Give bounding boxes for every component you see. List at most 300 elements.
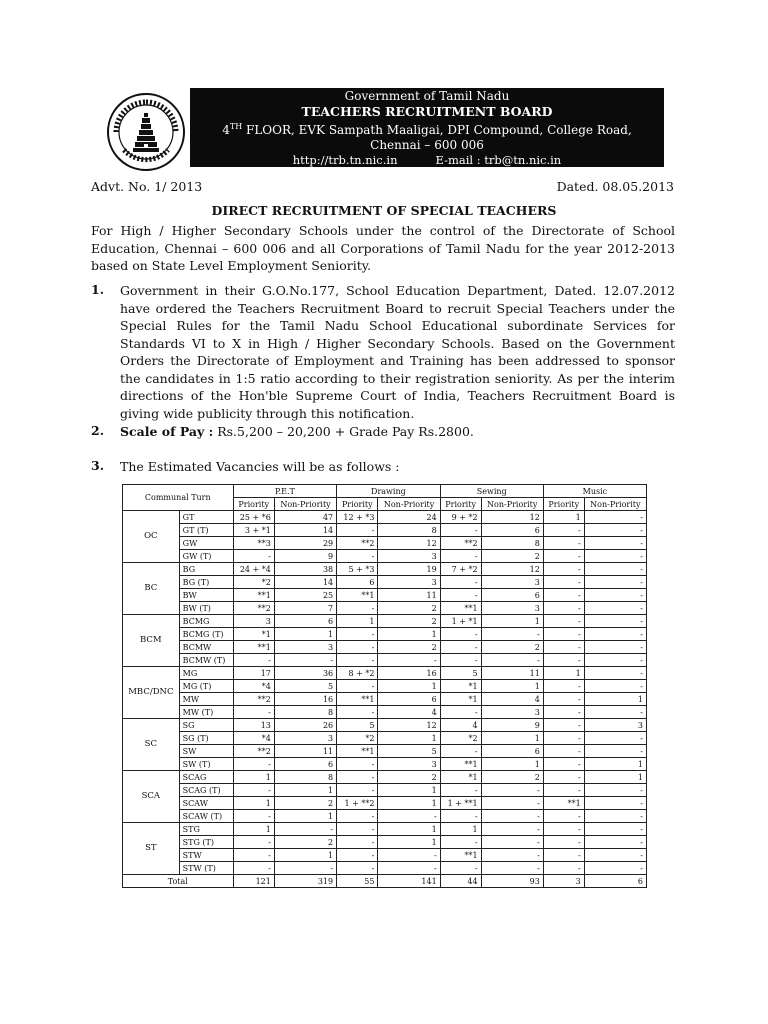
category-cell: GT (179, 511, 233, 524)
point-2-number: 2. (91, 423, 105, 438)
vacancy-cell: 36 (274, 667, 336, 680)
vacancy-cell: - (440, 576, 481, 589)
header-address: 4TH FLOOR, EVK Sampath Maaligai, DPI Compound, College Road, (222, 122, 632, 137)
vacancy-cell: 9 (481, 719, 543, 732)
vacancy-cell: 5 (378, 745, 440, 758)
table-row (123, 628, 647, 641)
category-cell: SCAW (179, 797, 233, 810)
vacancy-cell: 4 (440, 719, 481, 732)
vacancy-cell: - (440, 862, 481, 875)
vacancy-cell: - (584, 563, 646, 576)
vacancy-cell: - (584, 849, 646, 862)
vacancy-cell: 1 (481, 732, 543, 745)
vacancy-cell: 1 (274, 810, 336, 823)
table-row (123, 537, 647, 550)
table-row (123, 654, 647, 667)
vacancy-cell: **2 (440, 537, 481, 550)
subject-header-music: Music (543, 485, 646, 498)
vacancy-cell: 9 + *2 (440, 511, 481, 524)
vacancy-cell: - (378, 862, 440, 875)
vacancy-cell: - (584, 680, 646, 693)
vacancy-cell: 1 (481, 758, 543, 771)
vacancy-cell: 2 (274, 797, 336, 810)
vacancy-cell: - (440, 589, 481, 602)
category-cell: STW (T) (179, 862, 233, 875)
priority-header: Priority (440, 498, 481, 511)
email-link[interactable]: E-mail : trb@tn.nic.in (435, 153, 562, 167)
vacancy-cell: - (337, 784, 378, 797)
header-banner (190, 88, 664, 167)
vacancy-cell: - (337, 628, 378, 641)
category-cell: MW (179, 693, 233, 706)
vacancy-cell: 3 + *1 (233, 524, 274, 537)
vacancy-cell: - (481, 836, 543, 849)
table-row (123, 797, 647, 810)
table-row (123, 849, 647, 862)
vacancy-cell: 1 + **1 (440, 797, 481, 810)
vacancy-cell: - (584, 524, 646, 537)
vacancy-cell: *2 (337, 732, 378, 745)
vacancy-cell: 6 (378, 693, 440, 706)
vacancy-cell: - (543, 732, 584, 745)
vacancy-cell: - (543, 563, 584, 576)
notice-title: DIRECT RECRUITMENT OF SPECIAL TEACHERS (211, 203, 557, 218)
vacancy-cell: *4 (233, 680, 274, 693)
vacancy-cell: - (584, 732, 646, 745)
vacancy-cell: 11 (481, 667, 543, 680)
vacancy-cell: - (481, 823, 543, 836)
vacancy-cell: 24 (378, 511, 440, 524)
header-contact (190, 153, 664, 168)
vacancy-cell: *1 (440, 693, 481, 706)
vacancy-cell: **1 (233, 589, 274, 602)
vacancy-cell: - (584, 654, 646, 667)
vacancy-cell: 1 (274, 784, 336, 797)
vacancy-cell: 2 (274, 836, 336, 849)
vacancy-cell: 1 (543, 667, 584, 680)
priority-header: Priority (543, 498, 584, 511)
vacancy-cell: - (337, 771, 378, 784)
vacancy-cell: 25 (274, 589, 336, 602)
vacancy-cell: **1 (440, 758, 481, 771)
vacancy-cell: 6 (481, 745, 543, 758)
vacancy-cell: - (337, 823, 378, 836)
vacancy-cell: - (543, 641, 584, 654)
vacancy-cell: 16 (274, 693, 336, 706)
priority-header: Priority (233, 498, 274, 511)
vacancy-cell: - (481, 654, 543, 667)
table-row (123, 693, 647, 706)
vacancy-cell: 12 (378, 537, 440, 550)
vacancy-cell: - (584, 628, 646, 641)
vacancy-cell: 2 (481, 550, 543, 563)
vacancy-cell: 11 (274, 745, 336, 758)
vacancy-cell: - (274, 862, 336, 875)
vacancy-cell: 8 (481, 537, 543, 550)
vacancy-cell: - (440, 550, 481, 563)
category-cell: SG (179, 719, 233, 732)
communal-group: SCA (123, 771, 180, 823)
vacancy-cell: 2 (378, 771, 440, 784)
scale-of-pay-value: Rs.5,200 – 20,200 + Grade Pay Rs.2800. (213, 424, 474, 439)
non-priority-header: Non-Priority (378, 498, 440, 511)
vacancy-cell: - (584, 641, 646, 654)
vacancy-cell: 1 (378, 628, 440, 641)
vacancy-cell: 26 (274, 719, 336, 732)
vacancy-cell: 1 (337, 615, 378, 628)
vacancy-cell: 1 + **2 (337, 797, 378, 810)
vacancy-cell: **1 (337, 693, 378, 706)
vacancy-cell: 1 (543, 511, 584, 524)
vacancy-cell: - (543, 576, 584, 589)
vacancy-cell: 2 (481, 641, 543, 654)
vacancy-cell: - (337, 810, 378, 823)
table-row (123, 524, 647, 537)
vacancy-cell: - (481, 784, 543, 797)
vacancy-cell: 25 + *6 (233, 511, 274, 524)
vacancy-cell: 1 (274, 628, 336, 641)
vacancy-cell: 38 (274, 563, 336, 576)
vacancy-cell: 8 (274, 771, 336, 784)
table-row (123, 680, 647, 693)
vacancy-cell: - (233, 550, 274, 563)
vacancy-cell: **1 (543, 797, 584, 810)
vacancy-cell: 1 (481, 615, 543, 628)
vacancy-cell: - (440, 706, 481, 719)
vacancy-cell: 3 (274, 641, 336, 654)
total-row (123, 875, 647, 888)
total-cell: 121 (233, 875, 274, 888)
vacancy-cell: - (337, 706, 378, 719)
vacancy-cell: - (543, 680, 584, 693)
vacancy-cell: 3 (481, 706, 543, 719)
vacancy-cell: 8 (274, 706, 336, 719)
vacancy-cell: 2 (378, 615, 440, 628)
category-cell: BCMG (T) (179, 628, 233, 641)
vacancy-cell: **3 (233, 537, 274, 550)
communal-group: MBC/DNC (123, 667, 180, 719)
vacancy-cell: 3 (233, 615, 274, 628)
vacancy-cell: - (543, 693, 584, 706)
header-city: Chennai – 600 006 (370, 138, 484, 152)
non-priority-header: Non-Priority (481, 498, 543, 511)
vacancy-cell: 1 (233, 823, 274, 836)
vacancy-cell: 13 (233, 719, 274, 732)
vacancy-cell: 1 (440, 823, 481, 836)
vacancy-cell: - (440, 524, 481, 537)
total-label: Total (123, 875, 234, 888)
category-cell: SCAG (179, 771, 233, 784)
vacancy-cell: - (584, 602, 646, 615)
vacancy-cell: *1 (440, 771, 481, 784)
vacancy-cell: **2 (337, 537, 378, 550)
point-3-number: 3. (91, 458, 105, 473)
government-emblem-logo (106, 92, 186, 172)
communal-turn-header: Communal Turn (123, 485, 234, 511)
vacancy-cell: - (337, 862, 378, 875)
vacancy-cell: - (584, 797, 646, 810)
communal-group: BCM (123, 615, 180, 667)
vacancy-cell: - (481, 628, 543, 641)
vacancy-cell: - (274, 823, 336, 836)
vacancy-cell: 12 + *3 (337, 511, 378, 524)
vacancy-cell: 5 (440, 667, 481, 680)
advertisement-number: Advt. No. 1/ 2013 (91, 179, 203, 194)
vacancy-cell: 5 (274, 680, 336, 693)
vacancy-cell: 2 (378, 641, 440, 654)
header-board-name: TEACHERS RECRUITMENT BOARD (301, 104, 553, 119)
vacancy-cell: - (233, 654, 274, 667)
total-cell: 6 (584, 875, 646, 888)
vacancy-cell: 47 (274, 511, 336, 524)
vacancy-cell: 1 (584, 771, 646, 784)
vacancy-cell: - (584, 667, 646, 680)
vacancy-cell: - (440, 836, 481, 849)
priority-header: Priority (337, 498, 378, 511)
vacancy-cell: 17 (233, 667, 274, 680)
category-cell: SG (T) (179, 732, 233, 745)
vacancy-cell: - (584, 576, 646, 589)
vacancy-cell: - (378, 654, 440, 667)
communal-group: BC (123, 563, 180, 615)
vacancy-cell: 4 (378, 706, 440, 719)
table-row (123, 563, 647, 576)
vacancy-cell: - (233, 784, 274, 797)
category-cell: BCMW (179, 641, 233, 654)
table-row (123, 511, 647, 524)
vacancy-cell: 1 (274, 849, 336, 862)
vacancy-cell: **1 (440, 849, 481, 862)
vacancy-cell: 1 (233, 797, 274, 810)
vacancy-cell: - (584, 706, 646, 719)
vacancy-cell: *4 (233, 732, 274, 745)
vacancy-cell: - (543, 524, 584, 537)
vacancy-cell: 6 (481, 524, 543, 537)
vacancy-cell: - (337, 758, 378, 771)
vacancy-cell: - (440, 745, 481, 758)
point-2-text (120, 423, 675, 441)
vacancy-cell: - (543, 602, 584, 615)
vacancy-cell: - (481, 862, 543, 875)
vacancy-cell: 1 (233, 771, 274, 784)
vacancy-cell: - (584, 810, 646, 823)
vacancy-cell: - (233, 836, 274, 849)
category-cell: BCMG (179, 615, 233, 628)
category-cell: MG (179, 667, 233, 680)
vacancy-cell: - (543, 771, 584, 784)
vacancy-cell: 7 + *2 (440, 563, 481, 576)
vacancy-cell: 2 (378, 602, 440, 615)
vacancy-cell: 1 (378, 732, 440, 745)
vacancy-cell: 4 (481, 693, 543, 706)
category-cell: SW (179, 745, 233, 758)
category-cell: SW (T) (179, 758, 233, 771)
vacancy-cell: 1 (378, 836, 440, 849)
table-row (123, 771, 647, 784)
vacancy-cell: 14 (274, 576, 336, 589)
table-row (123, 641, 647, 654)
vacancy-cell: 3 (378, 758, 440, 771)
table-row (123, 810, 647, 823)
vacancy-cell: - (440, 628, 481, 641)
total-cell: 141 (378, 875, 440, 888)
vacancy-cell: - (584, 589, 646, 602)
table-row (123, 745, 647, 758)
vacancy-cell: 12 (378, 719, 440, 732)
point-1-text: Government in their G.O.No.177, School Education Department, Dated. 12.07.2012 have ordered the Teachers Recruitment Board to recruit Special Teachers under the Special Rules for the Tamil Nadu School Educational subordinate Services for Standards VI to X in High / Higher Secondary Schools. Based on the Government Orders the Directorate of Employment and Training has been addressed to sponsor the candidates in 1:5 ratio according to their registration seniority. As per the interim directions of the Hon'ble Supreme Court of India, Teachers Recruitment Board is giving wide publicity through this notification. (120, 283, 675, 421)
vacancy-cell: - (543, 654, 584, 667)
total-cell: 55 (337, 875, 378, 888)
vacancy-cell: - (233, 810, 274, 823)
category-cell: SCAW (T) (179, 810, 233, 823)
non-priority-header: Non-Priority (274, 498, 336, 511)
vacancy-cell: - (584, 745, 646, 758)
scale-of-pay-label: Scale of Pay : (120, 424, 214, 439)
vacancy-cell: 8 (378, 524, 440, 537)
vacancy-cell: **2 (233, 602, 274, 615)
advertisement-date: Dated. 08.05.2013 (556, 179, 674, 194)
communal-group: SC (123, 719, 180, 771)
vacancy-cell: 3 (481, 602, 543, 615)
subject-header-sewing: Sewing (440, 485, 543, 498)
vacancy-cell: - (378, 849, 440, 862)
vacancy-cell: - (543, 628, 584, 641)
vacancy-cell: - (543, 615, 584, 628)
vacancy-cell: - (543, 745, 584, 758)
vacancy-cell: - (481, 810, 543, 823)
table-row (123, 550, 647, 563)
vacancy-cell: 1 (584, 758, 646, 771)
intro-paragraph: For High / Higher Secondary Schools under the control of the Directorate of School Education, Chennai – 600 006 and all Corporations of Tamil Nadu for the year 2012-2013 based on State Level Employment Seniority. (91, 223, 675, 273)
vacancy-cell: - (337, 524, 378, 537)
vacancy-cell: - (378, 810, 440, 823)
vacancy-cell: 1 (378, 797, 440, 810)
vacancy-cell: 3 (584, 719, 646, 732)
vacancy-cell: 3 (481, 576, 543, 589)
vacancy-cell: - (584, 836, 646, 849)
vacancy-cell: 5 + *3 (337, 563, 378, 576)
table-row (123, 758, 647, 771)
table-row (123, 836, 647, 849)
vacancy-cell: **1 (233, 641, 274, 654)
category-cell: BCMW (T) (179, 654, 233, 667)
category-cell: BG (T) (179, 576, 233, 589)
vacancy-cell: - (543, 849, 584, 862)
vacancy-cell: **2 (233, 745, 274, 758)
vacancy-cell: - (337, 550, 378, 563)
vacancy-cell: 29 (274, 537, 336, 550)
table-row (123, 719, 647, 732)
category-cell: GW (T) (179, 550, 233, 563)
category-cell: GT (T) (179, 524, 233, 537)
total-cell: 44 (440, 875, 481, 888)
point-3-text: The Estimated Vacancies will be as follows : (120, 459, 400, 474)
vacancy-cell: - (543, 784, 584, 797)
vacancy-cell: - (543, 719, 584, 732)
vacancy-cell: - (337, 680, 378, 693)
category-cell: MG (T) (179, 680, 233, 693)
table-row (123, 602, 647, 615)
vacancy-cell: - (584, 615, 646, 628)
vacancy-cell: - (584, 784, 646, 797)
vacancy-cell: **2 (233, 693, 274, 706)
vacancy-cell: 1 + *1 (440, 615, 481, 628)
table-row (123, 667, 647, 680)
vacancy-cell: 24 + *4 (233, 563, 274, 576)
vacancy-cell: - (584, 511, 646, 524)
vacancy-cell: *1 (440, 680, 481, 693)
vacancy-cell: - (543, 589, 584, 602)
vacancy-cell: - (233, 758, 274, 771)
vacancy-cell: - (543, 550, 584, 563)
vacancy-cell: *2 (233, 576, 274, 589)
vacancy-cell: 1 (481, 680, 543, 693)
table-row (123, 576, 647, 589)
category-cell: SCAG (T) (179, 784, 233, 797)
table-row (123, 706, 647, 719)
vacancy-cell: 6 (481, 589, 543, 602)
vacancy-cell: 11 (378, 589, 440, 602)
vacancy-cell: 3 (274, 732, 336, 745)
vacancy-cell: **1 (337, 745, 378, 758)
header-government: Government of Tamil Nadu (344, 89, 510, 103)
vacancy-cell: *1 (233, 628, 274, 641)
vacancy-cell: **1 (440, 602, 481, 615)
vacancy-cell: 7 (274, 602, 336, 615)
subject-header-pet: P.E.T (233, 485, 337, 498)
point-1-number: 1. (91, 282, 105, 297)
category-cell: BW (T) (179, 602, 233, 615)
category-cell: STG (T) (179, 836, 233, 849)
table-row (123, 784, 647, 797)
vacancy-cell: - (337, 849, 378, 862)
vacancy-cell: 1 (584, 693, 646, 706)
category-cell: BW (179, 589, 233, 602)
vacancy-cell: - (233, 849, 274, 862)
vacancy-cell: - (543, 758, 584, 771)
vacancy-cell: 1 (378, 784, 440, 797)
vacancy-cell: - (274, 654, 336, 667)
vacancy-cell: 19 (378, 563, 440, 576)
vacancy-cell: - (233, 706, 274, 719)
vacancy-cell: - (440, 784, 481, 797)
vacancy-cell: - (584, 537, 646, 550)
vacancy-cell: - (440, 810, 481, 823)
category-cell: GW (179, 537, 233, 550)
vacancy-cell: - (543, 862, 584, 875)
website-link[interactable]: http://trb.tn.nic.in (292, 153, 398, 167)
vacancy-cell: - (481, 849, 543, 862)
vacancy-cell: 3 (378, 550, 440, 563)
vacancy-cell: 12 (481, 511, 543, 524)
vacancy-cell: 5 (337, 719, 378, 732)
vacancy-cell: - (543, 706, 584, 719)
communal-group: ST (123, 823, 180, 875)
vacancy-table (122, 484, 647, 888)
vacancy-cell: 6 (274, 615, 336, 628)
vacancy-cell: - (337, 602, 378, 615)
vacancy-cell: - (584, 823, 646, 836)
vacancy-cell: 1 (378, 680, 440, 693)
vacancy-cell: - (337, 641, 378, 654)
table-row (123, 862, 647, 875)
vacancy-cell: - (543, 810, 584, 823)
vacancy-cell: 3 (378, 576, 440, 589)
vacancy-cell: - (337, 836, 378, 849)
vacancy-cell: - (440, 641, 481, 654)
vacancy-cell: 16 (378, 667, 440, 680)
vacancy-cell: 1 (378, 823, 440, 836)
